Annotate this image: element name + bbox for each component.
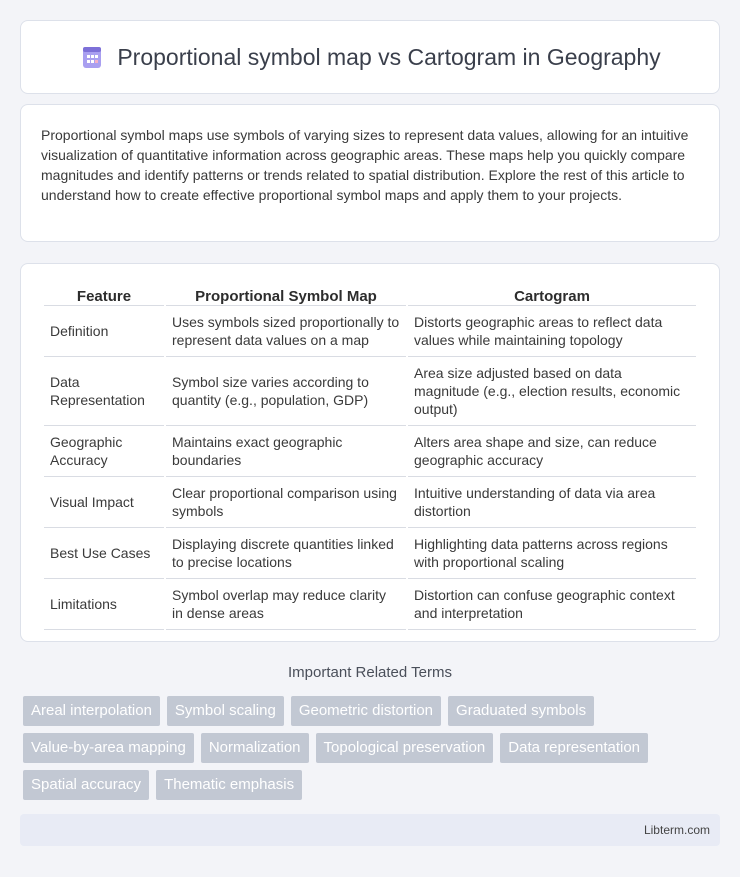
- table-header-row: [44, 284, 696, 306]
- tag-graduated-symbols[interactable]: Graduated symbols: [448, 696, 594, 726]
- table-row: [44, 579, 696, 630]
- intro-paragraph: Proportional symbol maps use symbols of varying sizes to represent data values, allowing for an intuitive visualization of quantitative information across geographic areas. These maps help you quickly compare magnitudes and identify patterns or trends related to spatial distribution. Explore the rest of this article to understand how to create effective proportional symbol maps and apply them to your projects.: [41, 127, 689, 203]
- related-terms-title: Important Related Terms: [288, 664, 452, 681]
- tag-value-by-area-mapping[interactable]: Value-by-area mapping: [23, 733, 194, 763]
- tag-row: [23, 696, 723, 726]
- proportional-symbol-cell: Uses symbols sized proportionally to represent data values on a map: [166, 306, 406, 357]
- related-terms-list: [23, 696, 723, 807]
- tag-data-representation[interactable]: Data representation: [500, 733, 648, 763]
- proportional-symbol-cell: Maintains exact geographic boundaries: [166, 426, 406, 477]
- header-card: [20, 20, 720, 94]
- tag-symbol-scaling[interactable]: Symbol scaling: [167, 696, 284, 726]
- proportional-symbol-cell: Symbol size varies according to quantity (e.g., population, GDP): [166, 357, 406, 426]
- feature-cell: Definition: [44, 306, 164, 357]
- tag-row: [23, 733, 723, 763]
- cartogram-cell: Highlighting data patterns across regions with proportional scaling: [408, 528, 696, 579]
- page-title: Proportional symbol map vs Cartogram in Geography: [117, 43, 661, 70]
- proportional-symbol-cell: Symbol overlap may reduce clarity in dense areas: [166, 579, 406, 630]
- footer: [20, 814, 720, 846]
- header-feature: Feature: [44, 284, 164, 306]
- header-cartogram: Cartogram: [408, 284, 696, 306]
- table-row: [44, 528, 696, 579]
- tag-geometric-distortion[interactable]: Geometric distortion: [291, 696, 441, 726]
- document-icon: [79, 44, 105, 70]
- intro-card: [20, 104, 720, 242]
- proportional-symbol-cell: Displaying discrete quantities linked to precise locations: [166, 528, 406, 579]
- cartogram-cell: Distorts geographic areas to reflect data values while maintaining topology: [408, 306, 696, 357]
- proportional-symbol-cell: Clear proportional comparison using symbols: [166, 477, 406, 528]
- tag-normalization[interactable]: Normalization: [201, 733, 309, 763]
- feature-cell: Data Representation: [44, 357, 164, 426]
- tag-spatial-accuracy[interactable]: Spatial accuracy: [23, 770, 149, 800]
- table-row: [44, 306, 696, 357]
- tag-areal-interpolation[interactable]: Areal interpolation: [23, 696, 160, 726]
- cartogram-cell: Area size adjusted based on data magnitude (e.g., election results, economic output): [408, 357, 696, 426]
- header-proportional-symbol-map: Proportional Symbol Map: [166, 284, 406, 306]
- footer-site-link[interactable]: Libterm.com: [643, 823, 710, 837]
- cartogram-cell: Intuitive understanding of data via area distortion: [408, 477, 696, 528]
- feature-cell: Best Use Cases: [44, 528, 164, 579]
- cartogram-cell: Alters area shape and size, can reduce geographic accuracy: [408, 426, 696, 477]
- comparison-table-card: [20, 263, 720, 642]
- feature-cell: Visual Impact: [44, 477, 164, 528]
- feature-cell: Limitations: [44, 579, 164, 630]
- cartogram-cell: Distortion can confuse geographic context and interpretation: [408, 579, 696, 630]
- table-row: [44, 426, 696, 477]
- table-row: [44, 357, 696, 426]
- comparison-table: [42, 284, 698, 630]
- tag-topological-preservation[interactable]: Topological preservation: [316, 733, 494, 763]
- tag-row: [23, 770, 723, 800]
- tag-thematic-emphasis[interactable]: Thematic emphasis: [156, 770, 302, 800]
- table-row: [44, 477, 696, 528]
- feature-cell: Geographic Accuracy: [44, 426, 164, 477]
